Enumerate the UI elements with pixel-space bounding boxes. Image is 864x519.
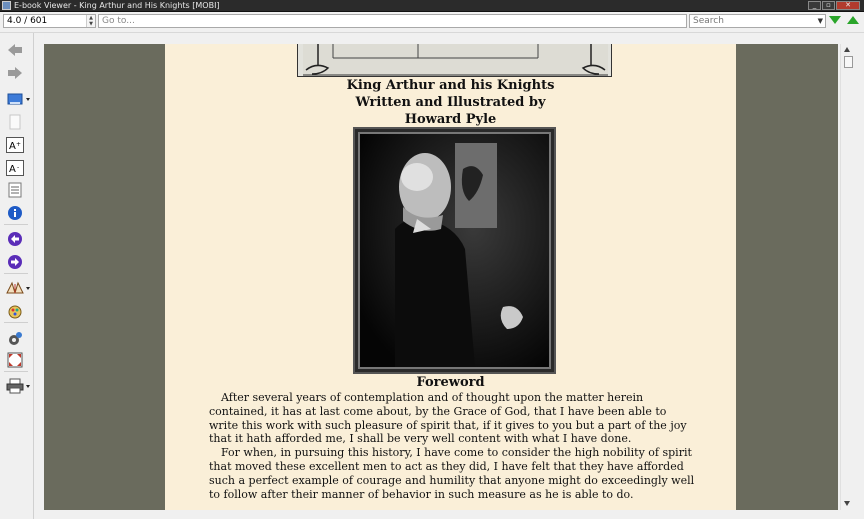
bookmark-icon (8, 114, 22, 130)
minimize-button[interactable]: _ (808, 1, 821, 10)
app-icon (2, 1, 11, 10)
maximize-button[interactable]: ▫ (822, 1, 835, 10)
paragraph (209, 391, 699, 446)
paragraph (209, 446, 699, 501)
preferences-gear-icon (7, 331, 23, 347)
search-next-icon[interactable] (829, 16, 841, 24)
print-icon (6, 378, 24, 394)
text-line: afforded such a perfect example of courage and humility that anyone might do (209, 459, 684, 487)
reference-mode-icon (8, 182, 22, 198)
reference-mode-button[interactable] (5, 181, 25, 199)
position-spinbox[interactable] (3, 14, 96, 28)
toc-dropdown-icon[interactable] (26, 98, 30, 101)
text-line: write this work with such pleasure of spirit that, if it gives to you but a part of the joy (209, 418, 687, 432)
font-larger-icon (6, 137, 24, 153)
font-smaller-button[interactable] (5, 159, 25, 177)
title-bar (0, 0, 864, 12)
toolbar-separator (4, 371, 28, 372)
search-input[interactable] (689, 14, 826, 28)
goto-input[interactable]: Go to... (98, 14, 687, 28)
position-value: 4.0 / 601 (7, 16, 48, 26)
toolbar-separator (4, 224, 28, 225)
toc-button[interactable] (5, 90, 25, 108)
back-button[interactable] (5, 41, 25, 59)
forward-button[interactable] (5, 64, 25, 82)
text-line: For when, in pursuing this history, I have come to consider the high nobility of (221, 446, 659, 460)
forward-arrow-icon (7, 66, 23, 80)
toc-icon (7, 92, 23, 106)
toolbar-separator (4, 273, 28, 274)
book-page (165, 44, 736, 510)
book-title (165, 77, 736, 128)
illustration-fragment (298, 44, 613, 77)
subtitle-line: Written and Illustrated by (355, 95, 546, 110)
back-arrow-icon (7, 43, 23, 57)
open-dropdown-icon[interactable] (26, 287, 30, 290)
text-line: contained, it has at last come about, by the Grace of God, that I have been able to (209, 404, 667, 418)
text-line: that it hath afforded me, I shall be very well content with what I have done. (209, 432, 632, 446)
body-text (209, 391, 699, 501)
previous-page-button[interactable] (5, 230, 25, 248)
next-page-button[interactable] (5, 253, 25, 271)
metadata-button[interactable] (5, 204, 25, 222)
scroll-down-icon[interactable] (844, 501, 850, 506)
print-button[interactable] (5, 377, 25, 395)
left-toolbar (0, 33, 34, 519)
search-dropdown-icon[interactable]: ▼ (817, 17, 823, 25)
text-line: able to do. (574, 487, 634, 501)
title-line: King Arthur and his Knights (346, 78, 555, 93)
search-previous-icon[interactable] (847, 16, 859, 24)
svg-text:A: A (9, 141, 16, 152)
search-placeholder: Search (693, 16, 724, 26)
scroll-thumb[interactable] (844, 56, 853, 68)
fullscreen-icon (7, 352, 23, 368)
close-button[interactable]: ✕ (836, 1, 860, 10)
open-book-button[interactable] (5, 279, 25, 297)
fullscreen-button[interactable] (5, 351, 25, 369)
svg-text:A: A (9, 164, 16, 175)
preferences-button[interactable] (5, 330, 25, 348)
vertical-scrollbar[interactable] (840, 44, 854, 510)
spin-down-icon[interactable]: ▼ (89, 21, 93, 27)
window-title: E-book Viewer - King Arthur and His Knights [MOBI] (14, 1, 220, 10)
cropped-illustration (297, 44, 612, 77)
info-icon (7, 205, 23, 221)
previous-page-icon (7, 231, 23, 247)
scroll-up-icon[interactable] (844, 47, 850, 52)
font-smaller-icon (6, 160, 24, 176)
spin-up-icon[interactable]: ▲ (89, 15, 93, 21)
svg-text:-: - (17, 164, 20, 171)
font-larger-button[interactable] (5, 136, 25, 154)
text-line: After several years of contemplation and of thought upon the matter herein (221, 391, 644, 404)
author-portrait (353, 127, 556, 374)
section-heading: Foreword (416, 375, 485, 390)
theme-button[interactable] (5, 302, 25, 320)
theme-icon (6, 303, 24, 319)
next-page-icon (7, 254, 23, 270)
text-line: exceedingly well to follow after their manner of behavior in such measure as he is (209, 473, 695, 501)
portrait-photo (355, 129, 554, 372)
svg-text:+: + (16, 141, 22, 148)
author-line: Howard Pyle (404, 112, 497, 127)
text-line: spirit that moved these excellent men to act as they did, I have felt that they have (209, 446, 692, 473)
position-spinner[interactable] (86, 15, 95, 27)
print-dropdown-icon[interactable] (26, 385, 30, 388)
toolbar-separator (4, 322, 28, 323)
bookmark-button[interactable] (5, 113, 25, 131)
book-viewer[interactable] (44, 44, 838, 510)
top-toolbar (0, 12, 864, 33)
open-book-icon (6, 281, 24, 295)
